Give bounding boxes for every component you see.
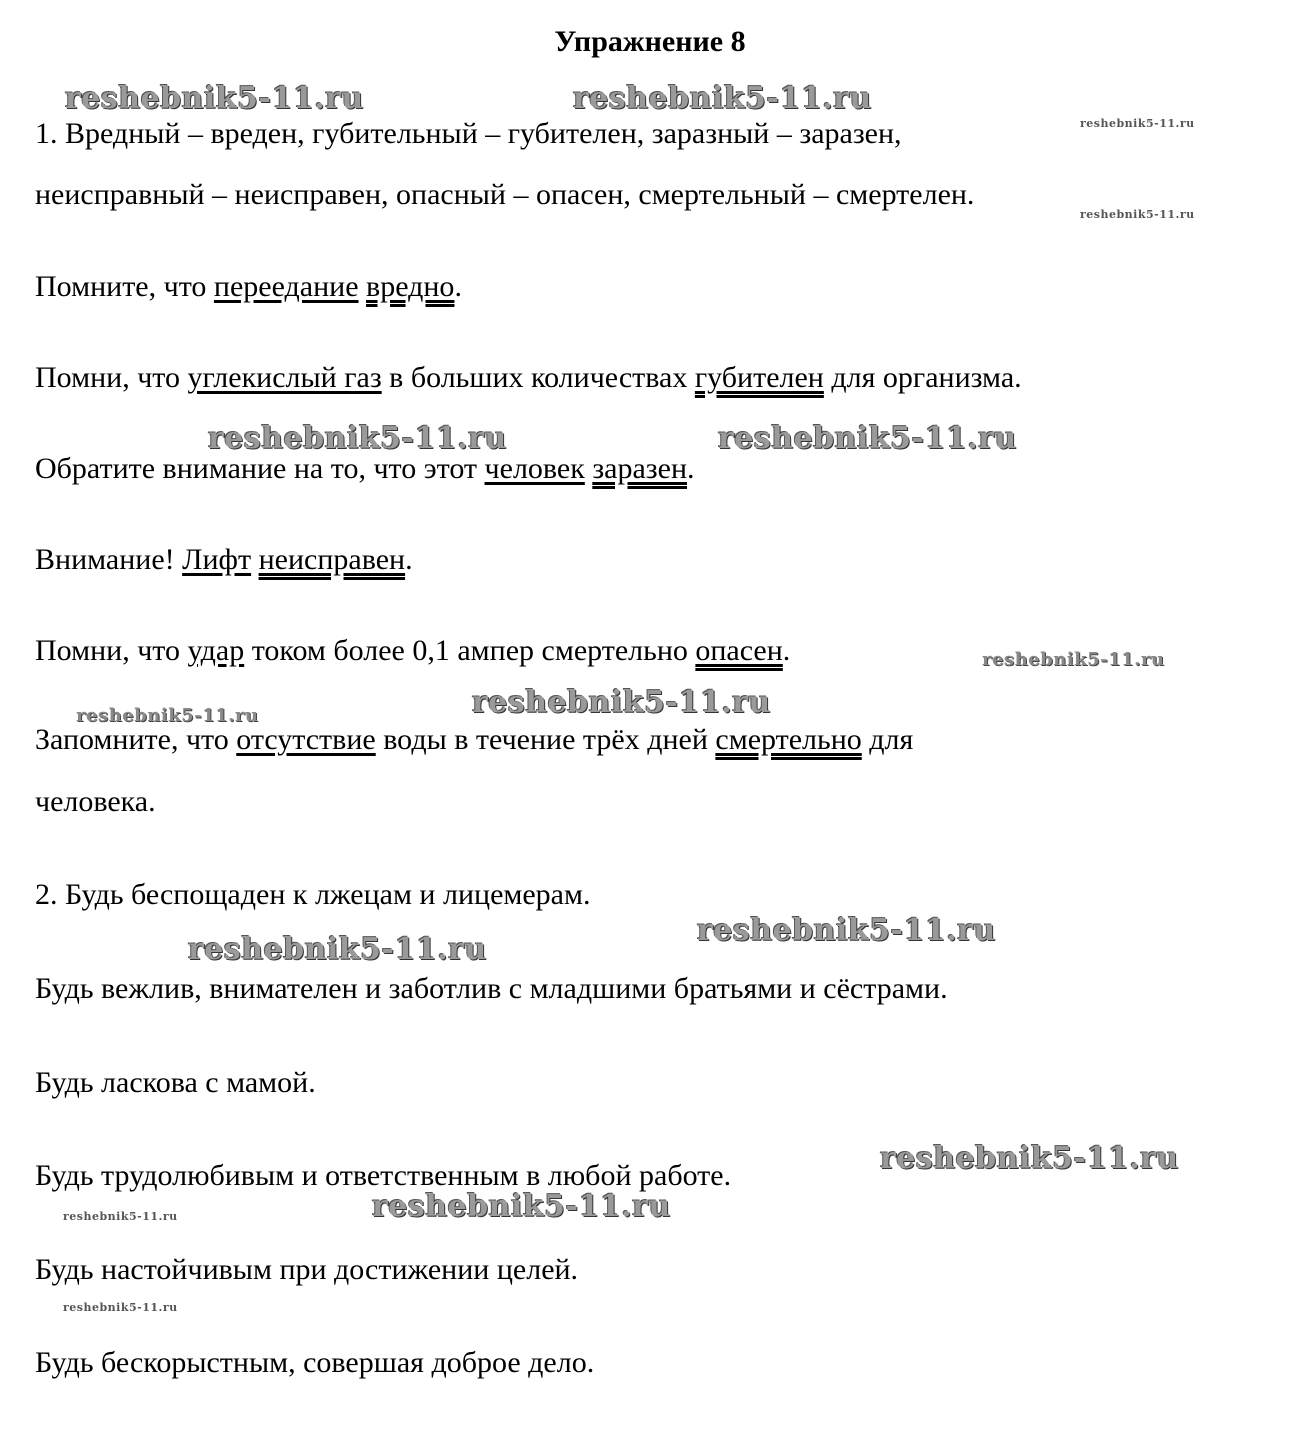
sentence-elevator: Внимание! Лифт неисправен. (35, 543, 413, 576)
text-line-10: 2. Будь беспощаден к лжецам и лицемерам. (35, 878, 591, 911)
watermark: reshebnik5-11.ru (65, 81, 364, 116)
text-line-11: Будь вежлив, внимателен и заботлив с младшими братьями и сёстрами. (35, 972, 948, 1005)
subject-underline: отсутствие (236, 723, 376, 756)
sentence-co2: Помни, что углекислый газ в больших количествах губителен для организма. (35, 361, 1022, 394)
watermark: reshebnik5-11.ru (880, 1141, 1179, 1176)
subject-underline: человек (484, 452, 585, 485)
watermark: reshebnik5-11.ru (63, 1210, 178, 1223)
subject-underline: переедание (213, 270, 359, 303)
watermark: reshebnik5-11.ru (1080, 117, 1195, 130)
predicate-underline: заразен (592, 452, 688, 485)
text-line-12: Будь ласкова с мамой. (35, 1066, 316, 1099)
text-line-14: Будь настойчивым при достижении целей. (35, 1253, 579, 1286)
subject-underline: углекислый газ (187, 361, 382, 394)
exercise-title: Упражнение 8 (554, 25, 746, 58)
predicate-underline: губителен (694, 361, 824, 394)
predicate-underline: неисправен (258, 543, 406, 576)
text-line-13: Будь трудолюбивым и ответственным в любой работе. (35, 1159, 732, 1192)
watermark: reshebnik5-11.ru (697, 913, 996, 948)
watermark: reshebnik5-11.ru (718, 421, 1017, 456)
predicate-underline: вредно (366, 270, 455, 303)
watermark: reshebnik5-11.ru (63, 1301, 178, 1314)
watermark: reshebnik5-11.ru (472, 685, 771, 720)
predicate-underline: смертельно (715, 723, 862, 756)
watermark: reshebnik5-11.ru (188, 932, 487, 967)
sentence-water: Запомните, что отсутствие воды в течение трёх дней смертельно для (35, 723, 914, 756)
watermark: reshebnik5-11.ru (982, 649, 1165, 670)
sentence-shock: Помни, что удар током более 0,1 ампер смертельно опасен. (35, 634, 791, 667)
watermark: reshebnik5-11.ru (208, 421, 507, 456)
watermark: reshebnik5-11.ru (573, 81, 872, 116)
sentence-overeating: Помните, что переедание вредно. (35, 270, 462, 303)
watermark: reshebnik5-11.ru (1080, 208, 1195, 221)
predicate-underline: опасен (695, 634, 783, 667)
watermark: reshebnik5-11.ru (372, 1189, 671, 1224)
text-line-15: Будь бескорыстным, совершая доброе дело. (35, 1346, 595, 1379)
subject-underline: Лифт (182, 543, 252, 576)
text-line-2: неисправный – неисправен, опасный – опасен, смертельный – смертелен. (35, 178, 975, 211)
sentence-contagious: Обратите внимание на то, что этот человек заразен. (35, 452, 695, 485)
watermark: reshebnik5-11.ru (76, 705, 259, 726)
subject-underline: удар (187, 634, 245, 667)
text-line-1: 1. Вредный – вреден, губительный – губителен, заразный – заразен, (35, 117, 902, 150)
text-line-9: человека. (35, 785, 156, 818)
